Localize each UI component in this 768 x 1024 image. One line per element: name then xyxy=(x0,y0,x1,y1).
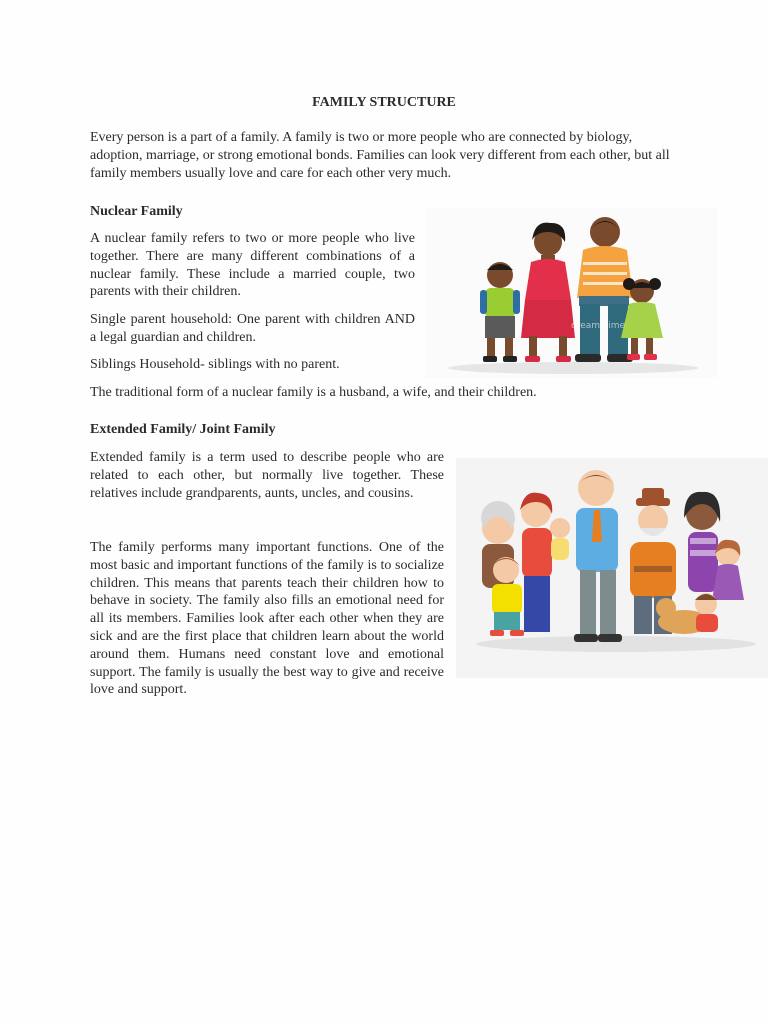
extended-paragraph-1: Extended family is a term used to describe people who are related to each other, but normally live together. These relatives include grandparents, aunts, uncles, and cousins. xyxy=(90,450,444,501)
page-title: FAMILY STRUCTURE xyxy=(312,95,456,110)
extended-family-heading: Extended Family/ Joint Family xyxy=(90,422,276,437)
nuclear-paragraph-4: The traditional form of a nuclear family is a husband, a wife, and their children. xyxy=(90,385,537,400)
nuclear-family-heading: Nuclear Family xyxy=(90,204,183,219)
watermark-text: dreamstime xyxy=(571,321,626,331)
intro-paragraph: Every person is a part of a family. A family is two or more people who are connected by biology, adoption, marriage, or strong emotional bonds. Families can look very different from each other, but all family members usually love and care for each other very much. xyxy=(90,130,670,181)
extended-paragraph-2: The family performs many important functions. One of the most basic and important functions of the family is to socialize children. This means that parents teach their children how to behave in society. The family also fills an emotional need for all its members. Families look after each other when they are sick and are the first place that children learn about the world around them. Humans need constant love and emotional support. The family is usually the best way to give and receive love and support. xyxy=(90,540,444,698)
nuclear-paragraph-1: A nuclear family refers to two or more people who live together. There are many different combinations of a nuclear family. These include a married couple, two parents with their children. xyxy=(90,231,415,300)
nuclear-family-illustration xyxy=(425,208,717,378)
nuclear-paragraph-2: Single parent household: One parent with children AND a legal guardian and children. xyxy=(90,312,415,345)
nuclear-paragraph-3: Siblings Household- siblings with no parent. xyxy=(90,357,340,372)
extended-family-illustration xyxy=(456,458,768,678)
